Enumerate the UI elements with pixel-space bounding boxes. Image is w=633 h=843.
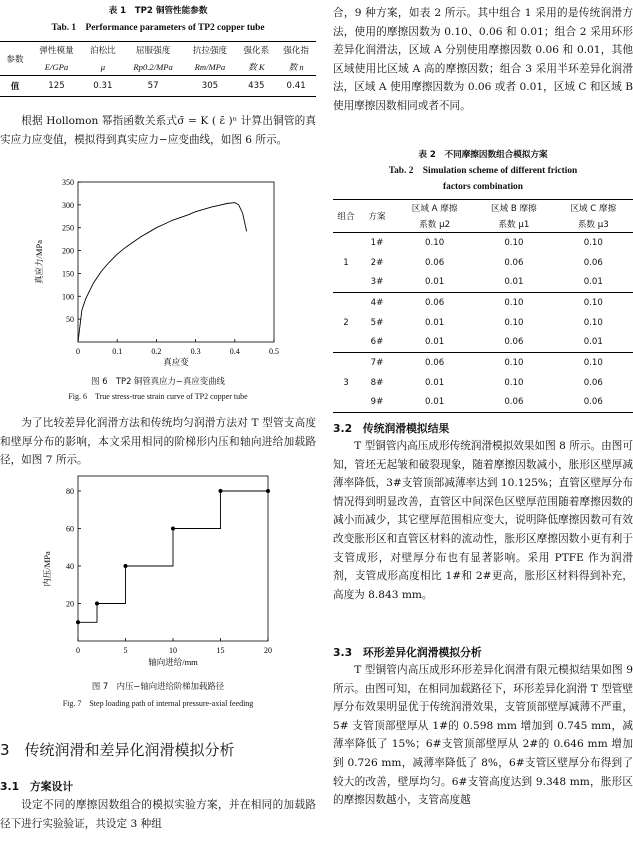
table2-cell: 5# [370, 317, 384, 328]
table1-col-title: 泊松比 [89, 46, 116, 57]
x-tick-label: 0.3 [190, 347, 201, 356]
table1-col-unit: Rp0.2/MPa [123, 59, 184, 76]
table2-header: 区域 A 摩擦 [411, 203, 458, 214]
table2-cell: 0.01 [425, 397, 445, 408]
table2-cell: 0.06 [425, 297, 445, 308]
table2-header: 系数 μ3 [554, 216, 633, 233]
table2-cell: 0.01 [583, 337, 603, 348]
table1-col-unit: μ [83, 59, 123, 76]
fig7-caption-en: Fig. 7 Step loading path of internal pressure-axial feeding [62, 699, 254, 708]
table2-cell: 0.01 [425, 317, 445, 328]
x-tick-label: 15 [216, 646, 225, 655]
table1-caption-zh: 表 1 TP2 铜管性能参数 [108, 6, 208, 16]
y-tick-label: 80 [66, 487, 74, 496]
table2-cell: 0.10 [504, 357, 524, 368]
x-tick-label: 0.2 [151, 347, 162, 356]
table1-row-label: 值 [10, 82, 20, 92]
y-tick-label: 20 [66, 599, 74, 609]
x-tick-label: 5 [123, 646, 128, 655]
fig6-xlabel: 真应变 [163, 357, 189, 367]
section-3-2-title: 3.2 传统润滑模拟结果 [333, 422, 450, 435]
table2 [333, 199, 633, 413]
data-point [124, 564, 128, 568]
table2-header: 组合 [333, 200, 359, 233]
section-3-3-paragraph: T 型铜管内高压成形环形差异化润滑有限元模拟结果如图 9 所示。由图可知，在相同加载路径下，环形差异化润滑 T 型管壁厚分布效果明显优于传统润滑效果，支管顶部壁厚减薄不严重，5# 支管顶部壁厚从 1#的 0.598 mm 增加到 0.745 mm，减薄率降低了 15%；6#支管顶部壁厚从 2#的 0.646 mm 增加到 0.726 mm，减薄率降低了 8%，6#支管区壁厚分布得到了较大的改善，壁厚均匀。6#支管高度达到 9.348 mm，胀形区的摩擦因数越小，支管高度越 [333, 664, 633, 807]
x-tick-label: 10 [169, 646, 177, 655]
table2-cell: 0.06 [425, 357, 445, 368]
table1-col-title: 抗拉强度 [192, 46, 228, 57]
section-3-1-title: 3.1 方案设计 [0, 780, 74, 793]
table2-cell: 0.10 [425, 237, 445, 248]
y-tick-label: 150 [62, 269, 74, 279]
table1-col-title: 强化指 [283, 46, 309, 57]
table2-cell: 0.10 [504, 317, 524, 328]
y-tick-label: 250 [62, 223, 74, 233]
left-paragraph-1: 根据 Hollomon 幂指函数关系式σ̄ = K ( ε̄ )ⁿ 计算出铜管的真实应力应变值，模拟得到真实应力−应变曲线，如图 6 所示。 [0, 115, 316, 146]
section-3-1-paragraph: 设定不同的摩擦因数组合的模拟实验方案，并在相同的加载路径下进行实验验证，共设定 3 种组 [0, 799, 316, 830]
table2-cell: 0.06 [504, 397, 524, 408]
table2-cell: 3# [370, 277, 384, 288]
y-tick-label: 300 [62, 200, 74, 210]
x-tick-label: 20 [264, 646, 272, 655]
table2-header: 方案 [359, 200, 395, 233]
table2-cell: 0.06 [583, 377, 603, 388]
section-3-title: 3 传统润滑和差异化润滑模拟分析 [0, 741, 235, 759]
table2-cell: 0.10 [583, 317, 603, 328]
x-tick-label: 0.1 [112, 347, 123, 356]
table1-col-unit: 数 n [276, 59, 316, 76]
fig6-plot-frame [78, 182, 274, 342]
y-tick-label: 40 [66, 562, 74, 571]
table2-cell: 0.01 [425, 337, 445, 348]
table2-cell: 0.10 [504, 377, 524, 388]
table1-cell: 0.31 [93, 81, 113, 91]
table2-cell: 0.06 [425, 257, 445, 268]
fig7-caption-zh: 图 7 内压−轴向进给阶梯加载路径 [91, 681, 225, 691]
table2-group-3 [333, 353, 633, 413]
y-tick-label: 60 [66, 524, 74, 534]
table2-header: 系数 μ2 [395, 216, 474, 233]
fig6-caption-en: Fig. 6 True stress-true strain curve of TP2 copper tube [68, 392, 248, 401]
y-tick-label: 200 [62, 246, 74, 256]
table2-cell: 9# [370, 397, 384, 408]
table1-cell: 57 [147, 81, 159, 91]
table2-cell: 0.10 [583, 237, 603, 248]
section-3-3-title: 3.3 环形差异化润滑模拟分析 [333, 646, 482, 659]
data-point [171, 527, 175, 531]
fig7-step-line [78, 491, 268, 622]
table2-caption-en-2: factors combination [443, 182, 523, 192]
table1-col-title: 强化系 [243, 46, 270, 57]
table1-cell: 125 [48, 81, 65, 91]
table2-cell: 0.06 [583, 257, 603, 268]
data-point [95, 602, 99, 606]
table2-cell: 2# [370, 257, 384, 268]
table2-group-1 [333, 233, 633, 293]
y-tick-label: 50 [66, 315, 74, 325]
table2-header: 区域 C 摩擦 [570, 203, 617, 214]
table1-cell: 305 [201, 81, 219, 91]
table2-cell: 8# [370, 377, 384, 388]
table2-header: 系数 μ1 [474, 216, 553, 233]
section-3-2-paragraph: T 型铜管内高压成形传统润滑模拟效果如图 8 所示。由图可知，管坯无起皱和破裂现象，随着摩擦因数减小，胀形区壁厚减薄率降低，3#支管顶部减薄率达到 10.125%；直管区壁厚分布情况得到明显改善，直管区中间深色区壁厚范围随着摩擦因数的减小而减少，其它壁厚范围相应变大，说明降低摩擦因数可有效改变胀形区和直管区材料的流动性，胀形区摩擦因数小更有利于支管成形，对壁厚分布也有显著影响。采用 PTFE 作为润滑剂，支管成形高度相比 1#和 2#更高，胀形区材料得到补充，高度为 8.843 mm。 [333, 440, 633, 601]
table2-group-name: 3 [343, 377, 349, 388]
data-point [76, 620, 80, 624]
table2-cell: 0.10 [583, 357, 603, 368]
fig6-caption-zh: 图 6 TP2 铜管真应力−真应变曲线 [91, 376, 225, 386]
table2-cell: 0.10 [504, 297, 524, 308]
fig7-ylabel: 内压/MPa [42, 551, 52, 587]
fig6-ylabel: 真应力/MPa [34, 240, 44, 284]
table2-cell: 0.01 [583, 277, 603, 288]
table1 [0, 41, 316, 97]
table1-col-unit: 数 K [236, 59, 276, 76]
table1-cell: 435 [248, 81, 265, 91]
y-tick-label: 350 [62, 178, 74, 187]
left-paragraph-2: 为了比较差异化润滑方法和传统均匀润滑方法对 T 型管支高度和壁厚分布的影响，本文采用相同的阶梯形内压和轴向进给加载路径，如图 7 所示。 [0, 417, 316, 467]
x-tick-label: 0.4 [229, 347, 240, 356]
table2-caption-en-1: Tab. 2 Simulation scheme of different friction [388, 166, 578, 176]
table2-group-2 [333, 293, 633, 353]
table1-col-unit: E/GPa [30, 59, 83, 76]
fig6-curve [78, 203, 247, 342]
table1-col-title: 屈服强度 [135, 46, 171, 57]
right-paragraph-1: 合，9 种方案，如表 2 所示。其中组合 1 采用的是传统润滑方法，使用的摩擦因数为 0.10、0.06 和 0.01；组合 2 采用环形差异化润滑法，区域 A 分别使用摩擦因数 0.06 和 0.01，其他区域使用比区域 A 高的摩擦因数；组合 3 采用半环差异化润滑法，区域 A 使用摩擦因数为 0.06 或者 0.01，区域 C 和区域 B 使用摩擦因数相同或者不同。 [333, 7, 633, 112]
table2-header: 区域 B 摩擦 [491, 203, 537, 214]
table2-group-name: 2 [343, 317, 349, 328]
y-tick-label: 100 [62, 292, 74, 302]
table2-cell: 0.10 [583, 297, 603, 308]
data-point [266, 489, 270, 493]
table2-group-name: 1 [343, 257, 349, 268]
table1-col-unit: Rm/MPa [183, 59, 236, 76]
table2-cell: 0.01 [504, 277, 524, 288]
x-tick-label: 0 [76, 646, 80, 655]
table2-cell: 0.01 [425, 277, 445, 288]
table2-cell: 1# [370, 237, 384, 248]
fig7-loading-path-chart [0, 474, 316, 669]
fig7-xlabel: 轴向进给/mm [148, 657, 198, 667]
table1-header-param: 参数 [0, 42, 30, 76]
table2-caption-zh: 表 2 不同摩擦因数组合模拟方案 [418, 150, 548, 160]
table2-cell: 0.06 [504, 337, 524, 348]
table1-caption-en: Tab. 1 Performance parameters of TP2 copper tube [51, 23, 265, 33]
table2-cell: 0.10 [504, 237, 524, 248]
data-point [219, 489, 223, 493]
fig6-stress-strain-chart [0, 172, 316, 372]
x-tick-label: 0.5 [269, 347, 279, 356]
table1-col-title: 弹性模量 [39, 46, 74, 57]
table2-cell: 0.06 [583, 397, 603, 408]
table1-cell: 0.41 [286, 81, 306, 91]
table2-cell: 7# [370, 357, 384, 368]
x-tick-label: 0 [76, 347, 80, 356]
table2-cell: 0.01 [425, 377, 445, 388]
table2-cell: 4# [370, 297, 384, 308]
table2-cell: 6# [370, 337, 384, 348]
table2-cell: 0.06 [504, 257, 524, 268]
